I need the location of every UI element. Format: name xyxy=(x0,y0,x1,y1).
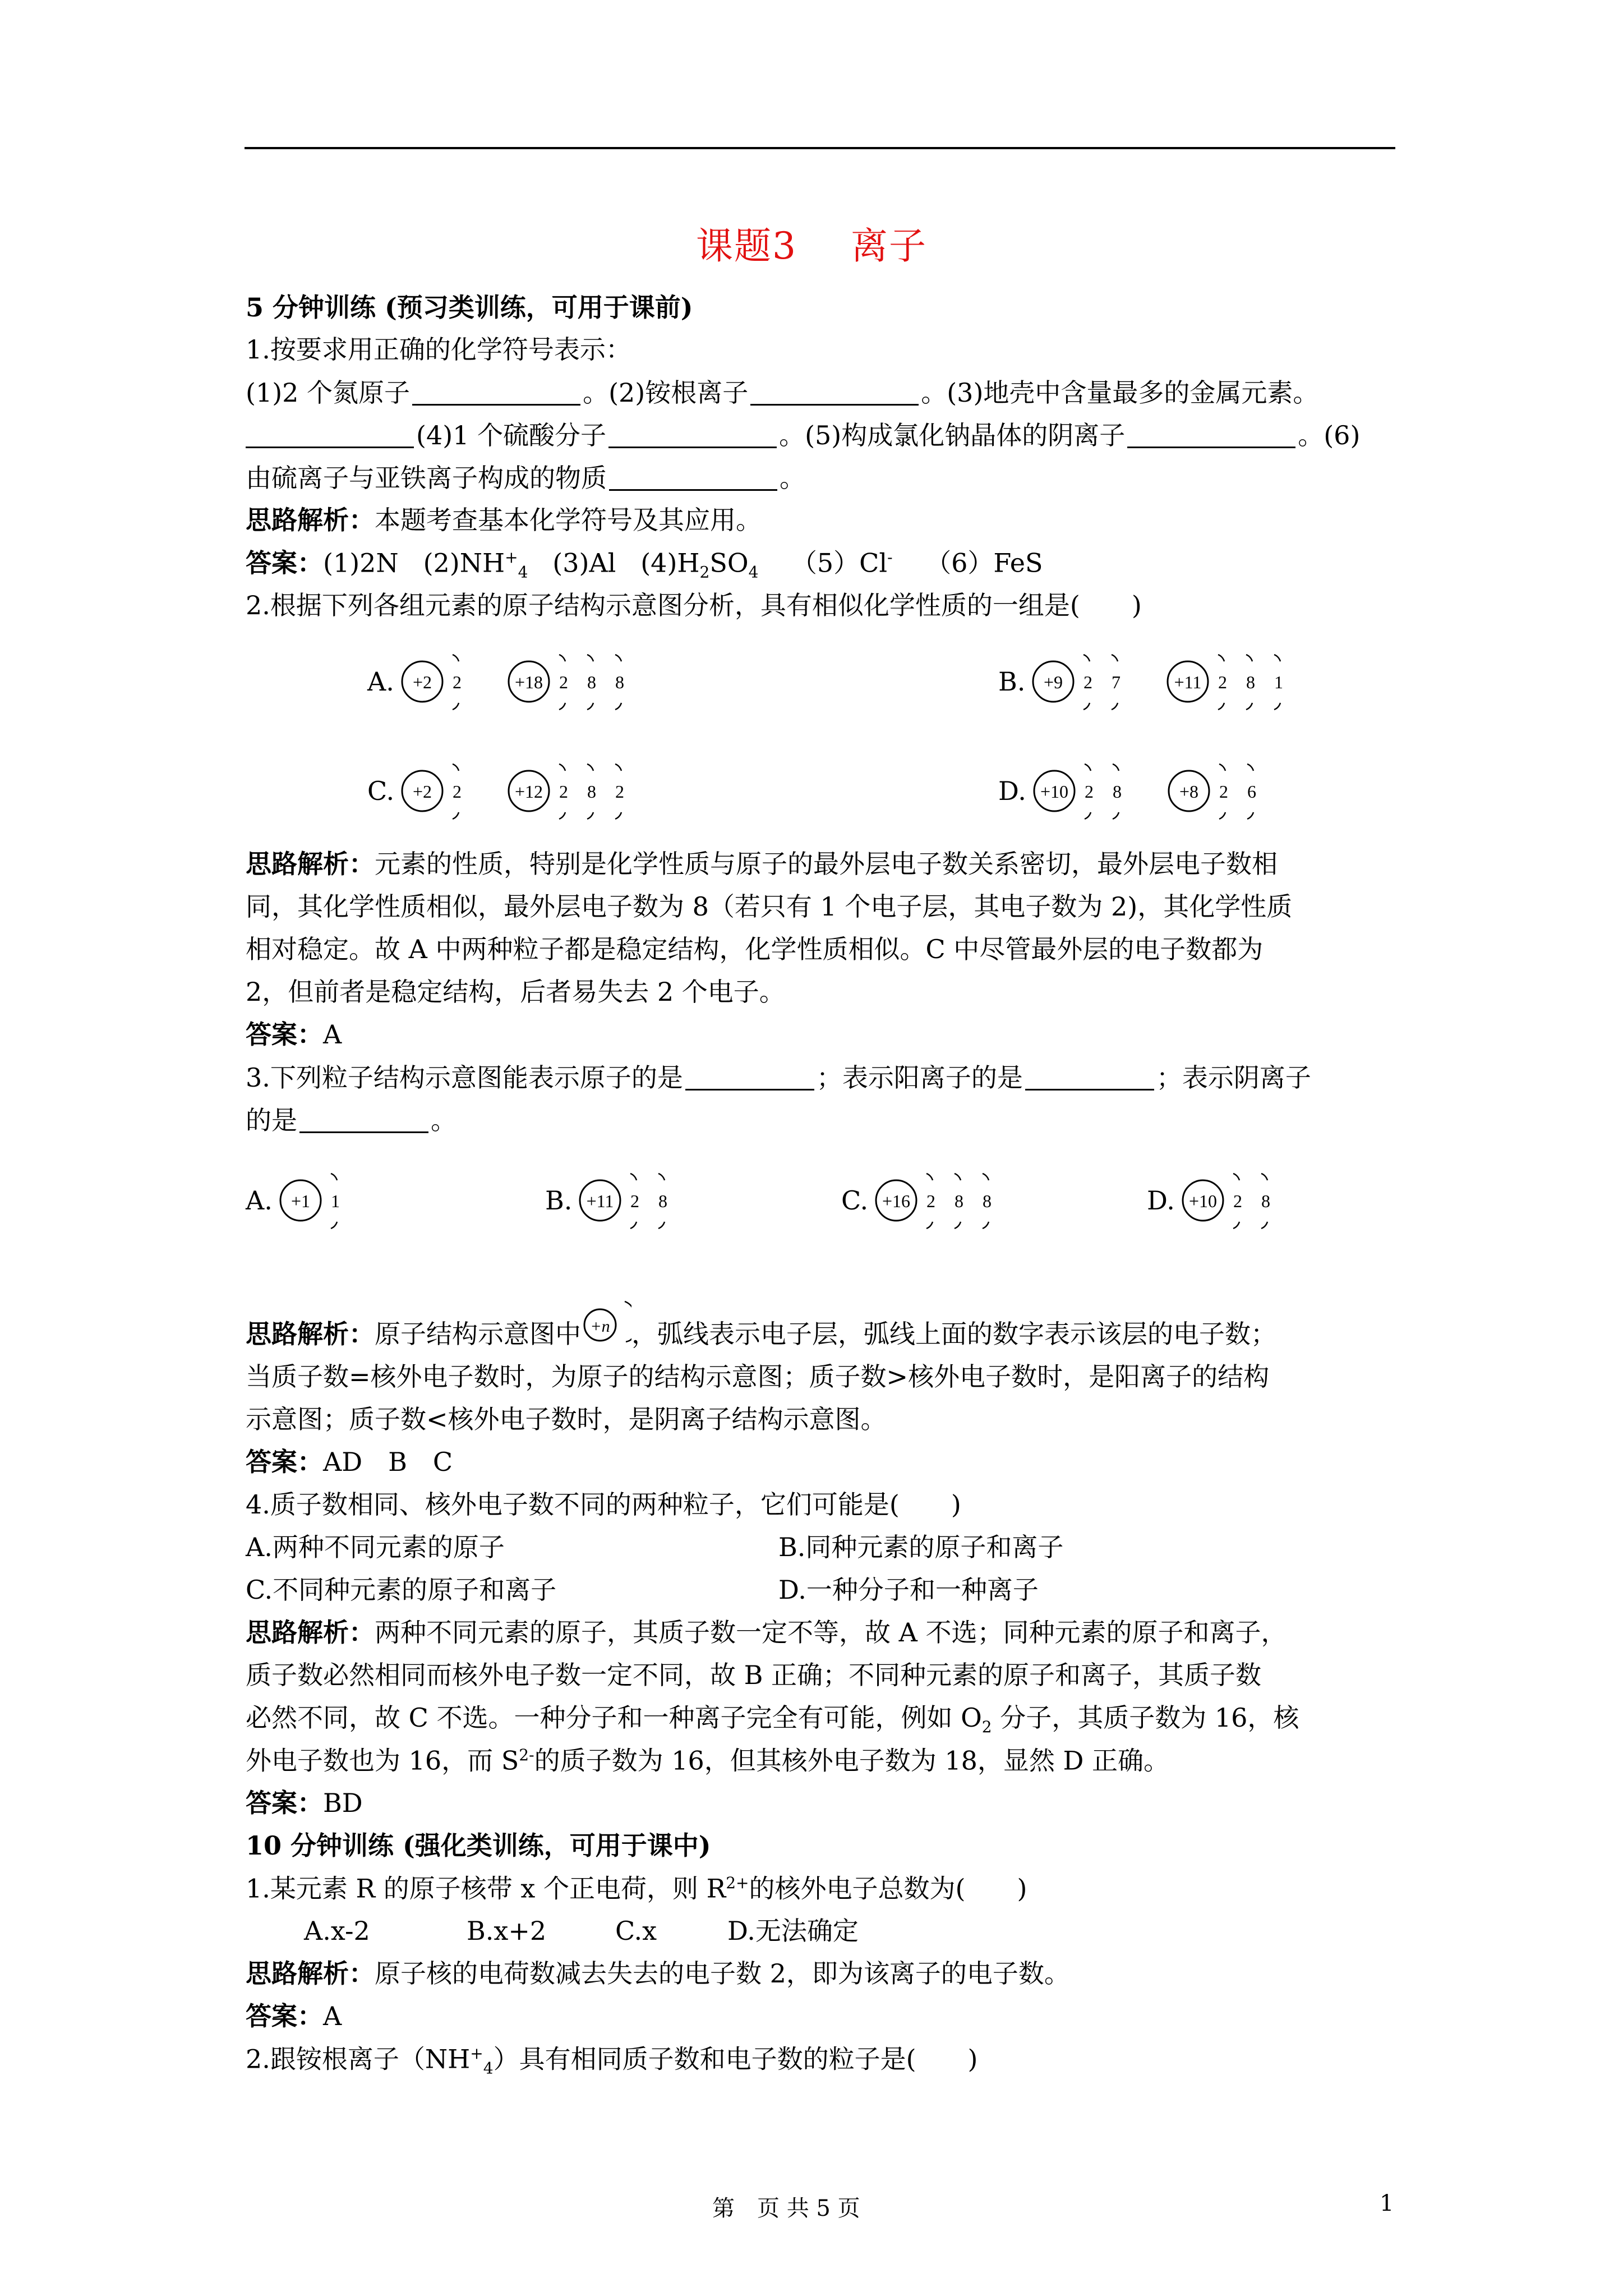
analysis-text: ，弧线表示电子层，弧线上面的数字表示该层的电子数； xyxy=(631,1319,1276,1349)
shell-arc-bottom xyxy=(1112,703,1118,710)
atom-structure-diagram xyxy=(278,1161,362,1240)
q6-stem-part: ）具有相同质子数和电子数的粒子是( ) xyxy=(493,2044,978,2074)
blank[interactable] xyxy=(609,464,777,491)
q5-analysis xyxy=(246,1958,1070,1989)
header-rule xyxy=(245,147,1395,149)
diagram-option xyxy=(1147,1161,1293,1240)
shell-arc-bottom xyxy=(1261,1222,1267,1228)
q3-stem-part: ；表示阳离子的是 xyxy=(816,1062,1023,1093)
shell-electron-count: 8 xyxy=(1246,672,1256,692)
q6-stem xyxy=(246,2046,978,2077)
ans-item: SO xyxy=(709,547,749,578)
q1-l2c: 。(6) xyxy=(1298,420,1361,450)
shell-arc-top xyxy=(1219,764,1225,771)
analysis-text: 元素的性质，特别是化学性质与原子的最外层电子数关系密切，最外层电子数相 xyxy=(375,849,1278,879)
q1-l1b: 。(2)铵根离子 xyxy=(583,378,749,408)
nucleus-label: +1 xyxy=(291,1191,310,1211)
shell-arc-top xyxy=(955,1174,961,1180)
shell-electron-count: 8 xyxy=(1261,1191,1270,1211)
q2-answer xyxy=(246,1019,342,1050)
atom-structure-diagram xyxy=(1032,752,1144,830)
analysis-label: 思路解析： xyxy=(246,1958,375,1989)
q1-l2b: 。(5)构成氯化钠晶体的阴离子 xyxy=(779,420,1126,450)
shell-electron-count: 2 xyxy=(926,1191,936,1211)
option-label: D. xyxy=(1147,1185,1175,1216)
shell-arc-top xyxy=(658,1174,665,1180)
q1-analysis-text: 本题考查基本化学符号及其应用。 xyxy=(375,505,762,535)
ans-item: （6）FeS xyxy=(925,547,1043,578)
shell-electron-count: 7 xyxy=(1112,672,1121,692)
nucleus-label: +11 xyxy=(587,1191,614,1211)
diagram-option xyxy=(998,752,1279,830)
shell-electron-count: 8 xyxy=(955,1191,964,1211)
answer-label: 答案： xyxy=(246,1788,323,1818)
subscript: 4 xyxy=(748,563,759,582)
blank[interactable] xyxy=(1127,422,1295,448)
analysis-text: 的质子数为 16，但其核外电子数为 18，显然 D 正确。 xyxy=(534,1745,1170,1776)
q5-option-b: B.x+2 xyxy=(467,1916,547,1946)
title-part1: 课题3 xyxy=(696,224,797,268)
shell-arc-bottom xyxy=(587,812,593,819)
shell-arc-bottom xyxy=(1246,703,1252,710)
shell-arc-bottom xyxy=(559,703,565,710)
analysis-label: 思路解析： xyxy=(246,1319,375,1349)
shell-electron-count: 1 xyxy=(330,1191,340,1211)
diagram-option xyxy=(367,752,647,830)
q5-stem-part: 的核外电子总数为( ) xyxy=(749,1873,1027,1904)
shell-arc-bottom xyxy=(1233,1222,1239,1228)
q1-stem: 1.按要求用正确的化学符号表示： xyxy=(246,334,631,365)
shell-arc-top xyxy=(1274,655,1280,661)
shell-arc-bottom xyxy=(453,703,459,710)
shell-arc-top xyxy=(1218,655,1224,661)
q2-analysis-2: 同，其化学性质相似，最外层电子数为 8（若只有 1 个电子层，其电子数为 2)，其化学性质 xyxy=(246,891,1293,922)
shell-electron-count: 2 xyxy=(559,781,569,802)
shell-arc-bottom xyxy=(955,1222,961,1228)
answer-label: 答案： xyxy=(246,1019,323,1050)
answer-value: A xyxy=(323,2001,342,2031)
q4-option-c: C.不同种元素的原子和离子 xyxy=(246,1575,557,1605)
nucleus-label: +10 xyxy=(1188,1191,1217,1211)
analysis-text: 原子核的电荷数减去失去的电子数 2，即为该离子的电子数。 xyxy=(375,1958,1070,1989)
ans-item: (3)Al xyxy=(552,547,616,578)
q1-l1c: 。(3)地壳中含量最多的金属元素。 xyxy=(921,378,1319,408)
q3-stem-part: 的是 xyxy=(246,1105,297,1135)
shell-arc-bottom xyxy=(626,1337,631,1342)
q2-analysis-4: 2，但前者是稳定结构，后者易失去 2 个电子。 xyxy=(246,977,785,1007)
diagram-option xyxy=(367,642,647,721)
shell-arc-bottom xyxy=(587,703,593,710)
blank[interactable] xyxy=(1025,1064,1154,1091)
nucleus-label: +18 xyxy=(514,672,543,692)
shell-arc-top xyxy=(625,1301,631,1308)
shell-arc-bottom xyxy=(559,812,565,819)
q4-answer xyxy=(246,1790,363,1816)
shell-arc-bottom xyxy=(983,1222,989,1228)
footer-page-count: 第 页 共 5 页 xyxy=(712,2196,860,2221)
shell-arc-top xyxy=(630,1174,637,1180)
shell-arc-top xyxy=(1246,655,1252,661)
shell-arc-top xyxy=(453,764,459,771)
shell-electron-count: 8 xyxy=(983,1191,992,1211)
shell-arc-top xyxy=(615,764,621,771)
ans-item: (1)2N xyxy=(323,547,399,578)
nucleus-label: +11 xyxy=(1174,672,1202,692)
q4-option-b: B.同种元素的原子和离子 xyxy=(778,1532,1064,1562)
superscript: + xyxy=(470,2044,483,2063)
analysis-text: 外电子数也为 16，而 S xyxy=(246,1745,519,1776)
q4-option-a: A.两种不同元素的原子 xyxy=(246,1532,505,1562)
shell-electron-count: 8 xyxy=(658,1191,668,1211)
q1-l3b: 。 xyxy=(780,463,805,493)
shell-electron-count: 2 xyxy=(1084,781,1094,802)
q1-l3a: 由硫离子与亚铁离子构成的物质 xyxy=(246,463,607,493)
diagram-option xyxy=(545,1161,690,1240)
blank[interactable] xyxy=(412,379,580,406)
answer-label: 答案： xyxy=(246,547,323,578)
shell-electron-count: 2 xyxy=(453,781,462,802)
shell-electron-count: 2 xyxy=(452,672,462,692)
q3-stem-part: 。 xyxy=(431,1105,457,1135)
nucleus-label: +2 xyxy=(413,781,432,802)
atom-structure-diagram xyxy=(874,1161,1014,1240)
option-label: A. xyxy=(367,666,394,697)
q3-analysis-3: 示意图；质子数<核外电子数时，是阴离子结构示意图。 xyxy=(246,1404,887,1434)
answer-value: BD xyxy=(323,1788,363,1818)
shell-arc-bottom xyxy=(1218,703,1224,710)
section-heading-10min: 10 分钟训练 (强化类训练，可用于课中) xyxy=(246,1830,711,1861)
answer-value: AD B C xyxy=(323,1447,453,1477)
shell-electron-count: 8 xyxy=(587,672,596,692)
shell-arc-bottom xyxy=(1219,812,1225,819)
analysis-label: 思路解析： xyxy=(246,849,375,879)
shell-electron-count: 2 xyxy=(615,781,625,802)
diagram-option xyxy=(841,1161,1014,1240)
shell-electron-count: 2 xyxy=(559,672,568,692)
q5-stem xyxy=(246,1873,1027,1904)
shell-arc-top xyxy=(587,764,593,771)
shell-arc-top xyxy=(559,764,565,771)
analysis-text: 原子结构示意图中 xyxy=(375,1319,581,1349)
shell-electron-count: 2 xyxy=(1233,1191,1242,1211)
q3-stem-line1 xyxy=(246,1064,1311,1091)
q4-option-d: D.一种分子和一种离子 xyxy=(778,1575,1039,1605)
q1-line3 xyxy=(246,464,805,491)
footer-page-number: 1 xyxy=(1380,2191,1394,2216)
shell-arc-top xyxy=(1247,764,1253,771)
q4-stem: 4.质子数相同、核外电子数不同的两种粒子，它们可能是( ) xyxy=(246,1489,961,1520)
shell-arc-top xyxy=(926,1174,933,1180)
option-label: A. xyxy=(246,1185,273,1216)
atom-structure-diagram xyxy=(1165,642,1306,721)
answer-value: A xyxy=(323,1019,342,1050)
blank[interactable] xyxy=(685,1064,814,1091)
shell-arc-top xyxy=(587,655,593,661)
q5-stem-part: 1.某元素 R 的原子核带 x 个正电荷，则 R xyxy=(246,1873,726,1904)
shell-arc-top xyxy=(1112,655,1118,661)
superscript: 2- xyxy=(519,1746,534,1764)
q4-analysis-4 xyxy=(246,1745,1170,1776)
q5-option-a: A.x-2 xyxy=(304,1916,370,1946)
atom-structure-diagram xyxy=(506,642,647,721)
shell-arc-top xyxy=(1233,1174,1239,1180)
title-part2: 离子 xyxy=(851,224,927,268)
shell-arc-bottom xyxy=(630,1222,637,1228)
subscript: 4 xyxy=(518,563,528,582)
atom-structure-diagram xyxy=(400,752,484,830)
superscript: - xyxy=(887,548,893,567)
q3-stem-part: 3.下列粒子结构示意图能表示原子的是 xyxy=(246,1062,683,1093)
shell-arc-bottom xyxy=(453,812,459,819)
nucleus-label: +16 xyxy=(882,1191,911,1211)
subscript: 4 xyxy=(483,2059,494,2078)
analysis-label: 思路解析： xyxy=(246,1617,375,1648)
shell-arc-bottom xyxy=(1083,703,1090,710)
q1-line2 xyxy=(246,422,1360,448)
option-label: C. xyxy=(367,776,395,806)
shell-arc-bottom xyxy=(331,1222,337,1228)
q5-answer xyxy=(246,2003,342,2029)
option-label: B. xyxy=(545,1185,573,1216)
q3-answer xyxy=(246,1449,453,1475)
shell-arc-top xyxy=(983,1174,989,1180)
q4-analysis-1 xyxy=(246,1617,1287,1648)
q1-l2a: (4)1 个硫酸分子 xyxy=(416,420,607,450)
shell-arc-bottom xyxy=(1113,812,1119,819)
shell-arc-top xyxy=(331,1174,337,1180)
q1-line1 xyxy=(246,379,1318,406)
blank[interactable] xyxy=(750,379,919,406)
q1-analysis xyxy=(246,507,762,533)
shell-electron-count: 6 xyxy=(1247,781,1256,802)
answer-label: 答案： xyxy=(246,1447,323,1477)
atom-structure-diagram xyxy=(506,752,647,830)
analysis-text: 两种不同元素的原子，其质子数一定不等，故 A 不选；同种元素的原子和离子， xyxy=(375,1617,1287,1648)
nucleus-label: +8 xyxy=(1179,781,1198,802)
atom-structure-diagram xyxy=(578,1161,690,1240)
q3-analysis-2: 当质子数=核外电子数时，为原子的结构示意图；质子数>核外电子数时，是阳离子的结构 xyxy=(246,1361,1270,1392)
nucleus-n-diagram xyxy=(581,1317,631,1349)
blank[interactable] xyxy=(246,422,414,448)
answer-label: 答案： xyxy=(246,2001,323,2031)
q2-analysis-1 xyxy=(246,851,1278,877)
shell-arc-top xyxy=(615,655,621,661)
option-label: D. xyxy=(998,776,1026,806)
shell-arc-top xyxy=(1113,764,1119,771)
nucleus-label: +2 xyxy=(412,672,432,692)
atom-structure-diagram xyxy=(1166,752,1279,830)
analysis-label: 思路解析： xyxy=(246,505,375,535)
subscript: 2 xyxy=(699,563,710,582)
q1-l1a: (1)2 个氮原子 xyxy=(246,378,411,408)
q5-option-c: C.x xyxy=(615,1916,657,1946)
q1-answer xyxy=(246,547,1043,582)
ans-item: (2)NH xyxy=(423,547,505,578)
shell-arc-top xyxy=(559,655,565,661)
atom-structure-diagram xyxy=(1181,1161,1293,1240)
shell-electron-count: 2 xyxy=(1219,781,1228,802)
blank[interactable] xyxy=(608,422,777,448)
q3-stem-part: ；表示阴离子 xyxy=(1156,1062,1311,1093)
nucleus-label: +n xyxy=(590,1317,610,1336)
superscript: + xyxy=(505,548,518,567)
q2-analysis-3: 相对稳定。故 A 中两种粒子都是稳定结构，化学性质相似。C 中尽管最外层的电子数都为 xyxy=(246,934,1264,964)
shell-arc-bottom xyxy=(615,812,621,819)
analysis-text: 必然不同，故 C 不选。一种分子和一种离子完全有可能，例如 O xyxy=(246,1703,982,1733)
option-label: C. xyxy=(841,1185,869,1216)
diagram-option xyxy=(246,1161,362,1240)
shell-electron-count: 2 xyxy=(1083,672,1093,692)
ans-item: (4)H xyxy=(640,547,700,578)
shell-electron-count: 1 xyxy=(1274,672,1284,692)
shell-electron-count: 8 xyxy=(1112,781,1122,802)
option-label: B. xyxy=(998,666,1026,697)
blank[interactable] xyxy=(299,1107,428,1133)
shell-arc-top xyxy=(1261,1174,1267,1180)
shell-arc-top xyxy=(453,655,459,661)
q5-option-d: D.无法确定 xyxy=(727,1916,859,1946)
q2-stem: 2.根据下列各组元素的原子结构示意图分析，具有相似化学性质的一组是( ) xyxy=(246,590,1142,620)
shell-electron-count: 8 xyxy=(587,781,597,802)
nucleus-label: +9 xyxy=(1044,672,1063,692)
shell-arc-bottom xyxy=(1085,812,1091,819)
shell-arc-bottom xyxy=(1274,703,1280,710)
q4-analysis-2: 质子数必然相同而核外电子数一定不同，故 B 正确；不同种元素的原子和离子，其质子数 xyxy=(246,1660,1262,1690)
q3-analysis-1 xyxy=(246,1317,1276,1349)
atom-structure-diagram xyxy=(400,642,484,721)
shell-arc-top xyxy=(1083,655,1090,661)
shell-arc-bottom xyxy=(615,703,621,710)
shell-arc-bottom xyxy=(658,1222,665,1228)
section-heading-5min: 5 分钟训练 (预习类训练，可用于课前) xyxy=(246,292,693,323)
analysis-text: 分子，其质子数为 16，核 xyxy=(992,1703,1299,1733)
shell-electron-count: 8 xyxy=(615,672,624,692)
q6-stem-part: 2.跟铵根离子（NH xyxy=(246,2044,471,2074)
q4-analysis-3 xyxy=(246,1705,1299,1735)
subscript: 2 xyxy=(981,1718,992,1737)
diagram-option xyxy=(998,642,1306,721)
atom-structure-diagram xyxy=(1031,642,1143,721)
superscript: 2+ xyxy=(726,1874,749,1892)
ans-item: （5）Cl xyxy=(791,547,888,578)
shell-electron-count: 2 xyxy=(630,1191,640,1211)
nucleus-label: +12 xyxy=(515,781,543,802)
page-title xyxy=(0,216,1623,269)
shell-arc-top xyxy=(1085,764,1091,771)
shell-arc-bottom xyxy=(926,1222,933,1228)
shell-electron-count: 2 xyxy=(1218,672,1228,692)
nucleus-label: +10 xyxy=(1040,781,1068,802)
q3-stem-line2 xyxy=(246,1107,457,1133)
shell-arc-bottom xyxy=(1247,812,1253,819)
nucleus-n-svg xyxy=(581,1298,631,1343)
